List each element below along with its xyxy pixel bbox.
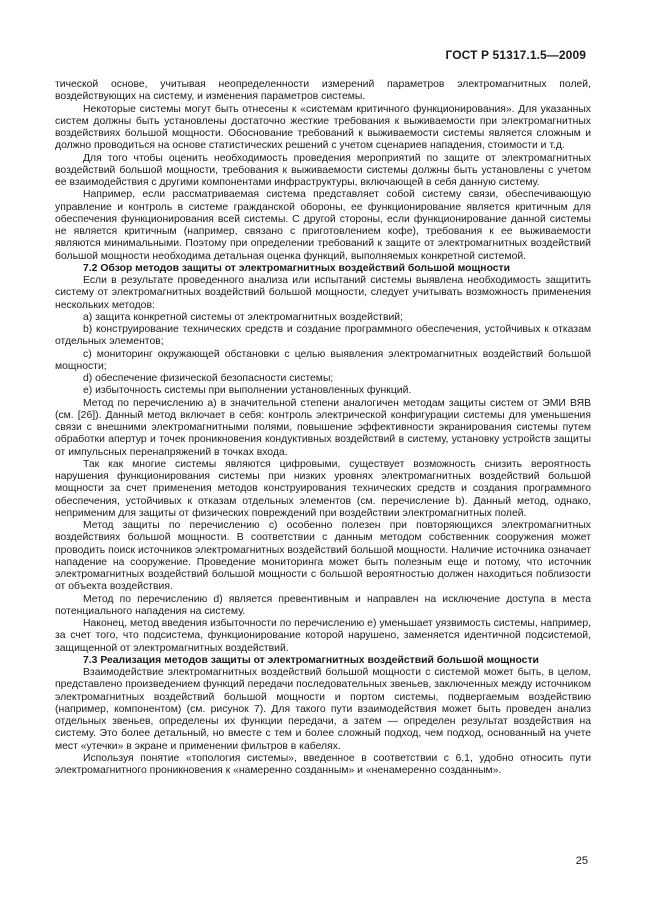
section-heading-7-3: 7.3 Реализация методов защиты от электромагнитных воздействий большой мощности (83, 654, 539, 666)
paragraph: Метод по перечислению d) является превентивным и направлен на исключение доступа в места потенциального нападения на систему. (55, 593, 591, 617)
list-item: d) обеспечение физической безопасности системы; (83, 373, 334, 384)
paragraph: Некоторые системы могут быть отнесены к «системам критичного функционирования». Для указанных систем должны быть установлены достаточно жесткие требования к выживаемости при электромагнитных воздействиях большой мощности. Обоснование требований к выживаемости системы является сложным и должно проводиться на основе статистических решений с учетом сценариев нападения, стоимости и т.д. (55, 103, 591, 152)
document-body (55, 79, 591, 777)
section-heading-7-2: 7.2 Обзор методов защиты от электромагнитных воздействий большой мощности (83, 262, 511, 274)
paragraph: Метод по перечислению a) в значительной степени аналогичен методам защиты систем от ЭМИ ВЯВ (см. [26]). Данный метод включает в себя: контроль электрической конфигурации системы для уменьшения связи с внешними электромагнитными полями, повышение эффективности экранирования системы путем обработки апертур и точек проникновения кондуктивных воздействий в систему, установку устройств защиты от импульсных перенапряжений в точках входа. (55, 397, 591, 458)
paragraph: Для того чтобы оценить необходимость проведения мероприятий по защите от электромагнитных воздействий большой мощности, требования к выживаемости системы должны быть установлены с учетом ее взаимодействия с другими компонентами инфраструктуры, включающей в себя данную систему. (55, 152, 591, 188)
paragraph: тической основе, учитывая неопределенности измерений параметров электромагнитных полей, воздействующих на систему, и изменения параметров системы. (55, 79, 591, 103)
list-item: e) избыточность системы при выполнении установленных функций. (83, 385, 412, 397)
document-code-header: ГОСТ Р 51317.1.5—2009 (445, 48, 586, 62)
paragraph: Используя понятие «топология системы», введенное в соответствии с 6.1, удобно относить пути электромагнитного проникновения к «намеренно созданным» и «ненамеренно созданным». (55, 752, 591, 776)
paragraph: Например, если рассматриваемая система представляет собой систему связи, обеспечивающую управление и контроль в системе гражданской обороны, ее функционирование является критичным для обеспечения функционирования всей системы. С другой стороны, если функционирование данной системы не является критичным (например, связано с приготовлением кофе), требования к ее выживаемости являются минимальными. Поэтому при определении требований к защите от электромагнитных воздействий большой мощности необходима детальная оценка функций, выполняемых конкретной системой. (55, 189, 591, 262)
paragraph: Взаимодействие электромагнитных воздействий большой мощности с системой может быть, в целом, представлено произведением функций передачи последовательных звеньев, заключенных между источником электромагнитных воздействий большой мощности и портом системы, подвергаемым воздействию (например, компонентом) (см. рисунок 7). Для такого пути взаимодействия может быть проведен анализ отдельных звеньев, определены их функции передачи, а затем — определен результат воздействия на систему. Это более детальный, но вместе с тем и более сложный подход, чем подход, основанный на учете мест «утечки» в экране и применении фильтров в кабелях. (55, 667, 591, 752)
paragraph: Наконец, метод введения избыточности по перечислению e) уменьшает уязвимость системы, например, за счет того, что подсистема, функционирование которой нарушено, заменяется идентичной подсистемой, защищенной от электромагнитных воздействий. (55, 618, 591, 654)
paragraph: Метод защиты по перечислению c) особенно полезен при повторяющихся электромагнитных воздействиях большой мощности. В соответствии с данным методом собственник сооружения может проводить поиск источников электромагнитных воздействий большой мощности. Наличие источника означает нападение на сооружение. Проведение мониторинга может быть полезным еще и потому, что источник электромагнитных воздействий большой мощности с большой вероятностью должен находиться поблизости от объекта воздействия. (55, 520, 591, 593)
list-item: c) мониторинг окружающей обстановки с целью выявления электромагнитных воздействий большой мощности; (55, 348, 591, 372)
page-number: 25 (575, 855, 588, 867)
list-item: a) защита конкретной системы от электромагнитных воздействий; (83, 311, 403, 323)
paragraph: Так как многие системы являются цифровыми, существует возможность снизить вероятность нарушения функционирования системы при низких уровнях электромагнитных воздействий большой мощности за счет применения методов конструирования технических средств и создания программного обеспечения, устойчивых к отказам отдельных элементов (см. перечисление b). Данный метод, однако, неприменим для защиты от физических повреждений при воздействии электромагнитных полей. (55, 458, 591, 519)
list-item: b) конструирование технических средств и создание программного обеспечения, устойчивых к отказам отдельных элементов; (55, 324, 591, 348)
paragraph: Если в результате проведенного анализа или испытаний системы выявлена необходимость защитить систему от электромагнитных воздействий большой мощности, следует учитывать возможность применения нескольких методов: (55, 275, 591, 311)
